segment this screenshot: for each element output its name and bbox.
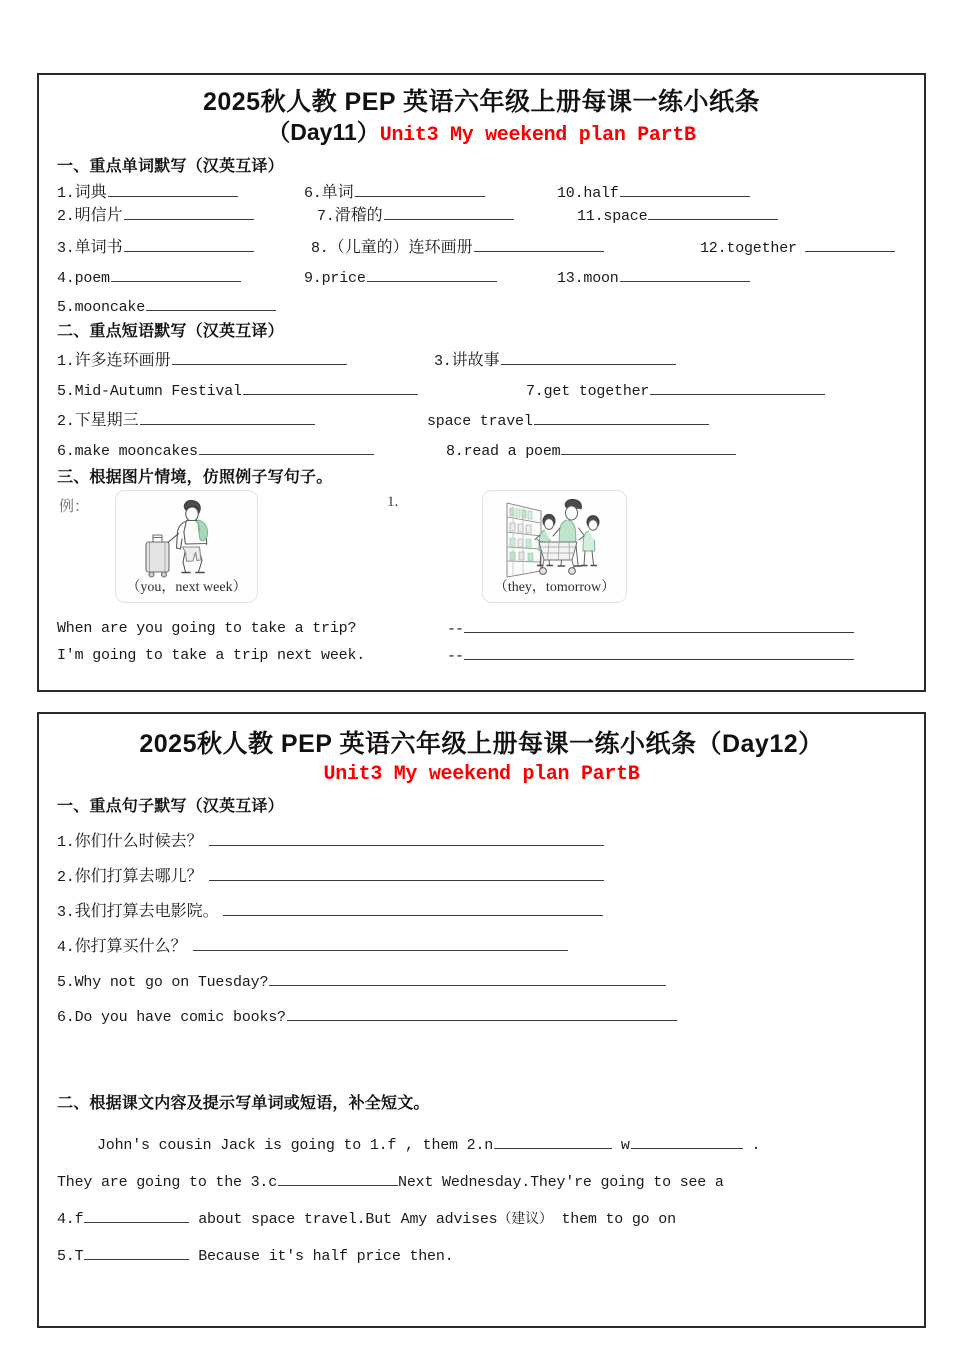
word-num-6: 6. bbox=[304, 185, 322, 202]
phrase-text-1: 许多连环画册 bbox=[74, 352, 171, 369]
model-question-row bbox=[57, 618, 356, 639]
word-num-11: 11. bbox=[577, 208, 604, 225]
phrase-text-5: Mid-Autumn Festival bbox=[74, 383, 242, 400]
sentence-text-2: 你们打算去哪儿？ bbox=[74, 868, 203, 885]
cloze-text-3a: 4.f bbox=[57, 1211, 84, 1228]
cloze-text-1a: John's cousin Jack is going to 1.f , them 2.n bbox=[97, 1137, 494, 1154]
phrase-text-2: 下星期三 bbox=[74, 412, 139, 429]
sheet1-title-block bbox=[39, 88, 924, 147]
phrase-num-7: 7. bbox=[526, 383, 544, 400]
cloze-text-2b: Next Wednesday.They're going to see a bbox=[398, 1174, 724, 1191]
answer-row-2 bbox=[447, 645, 854, 667]
word-text-7: 滑稽的 bbox=[334, 207, 383, 224]
worksheet-card-day11 bbox=[37, 73, 926, 692]
sheet2-subtitle-row bbox=[39, 763, 924, 786]
traveler-with-suitcase-icon bbox=[116, 497, 257, 584]
word-blank-13[interactable] bbox=[620, 267, 750, 282]
word-text-12: together bbox=[726, 240, 797, 257]
word-blank-2[interactable] bbox=[124, 205, 254, 220]
sentence-blank-5[interactable] bbox=[269, 971, 666, 986]
word-blank-7[interactable] bbox=[384, 205, 514, 220]
cloze-gloss-advise: （建议） bbox=[497, 1210, 553, 1226]
word-text-2: 明信片 bbox=[74, 207, 123, 224]
word-blank-3[interactable] bbox=[124, 237, 254, 252]
word-entry-8 bbox=[311, 237, 604, 259]
word-text-1: 词典 bbox=[74, 184, 107, 201]
word-num-8: 8. bbox=[311, 240, 329, 257]
sheet2-title: 2025秋人教 PEP 英语六年级上册每课一练小纸条 bbox=[139, 730, 697, 758]
sheet1-title: 2025秋人教 PEP 英语六年级上册每课一练小纸条 bbox=[202, 88, 761, 116]
cloze-blank-2w[interactable] bbox=[631, 1134, 743, 1149]
word-text-11: space bbox=[603, 208, 648, 225]
cloze-text-3c: them to go on bbox=[552, 1211, 676, 1228]
phrase-blank-1[interactable] bbox=[172, 350, 347, 365]
sentence-entry-2 bbox=[57, 866, 604, 888]
word-entry-2 bbox=[57, 205, 254, 227]
word-entry-3 bbox=[57, 237, 254, 259]
word-num-3: 3. bbox=[57, 240, 75, 257]
word-text-10: half bbox=[583, 185, 619, 202]
phrase-blank-space-travel[interactable] bbox=[534, 410, 709, 425]
word-text-3: 单词书 bbox=[74, 239, 123, 256]
phrase-entry-3 bbox=[434, 350, 676, 372]
cloze-text-3b: about space travel.But Amy advises bbox=[189, 1211, 498, 1228]
cloze-line-2 bbox=[57, 1171, 724, 1193]
word-blank-8[interactable] bbox=[474, 237, 604, 252]
word-entry-5 bbox=[57, 296, 276, 318]
sheet2-title-row bbox=[39, 730, 924, 760]
sentence-entry-3 bbox=[57, 901, 603, 923]
sentence-text-1: 你们什么时候去？ bbox=[74, 833, 203, 850]
sentence-num-3: 3. bbox=[57, 904, 75, 921]
sentence-num-5: 5. bbox=[57, 974, 75, 991]
cloze-blank-5t[interactable] bbox=[84, 1245, 189, 1260]
sentence-blank-6[interactable] bbox=[287, 1006, 677, 1021]
phrase-blank-6[interactable] bbox=[199, 440, 374, 455]
sentence-blank-3[interactable] bbox=[223, 901, 603, 916]
example-label: 例： bbox=[59, 498, 90, 515]
sentence-blank-2[interactable] bbox=[209, 866, 604, 881]
word-entry-9 bbox=[304, 267, 497, 289]
phrase-entry-6 bbox=[57, 440, 374, 462]
word-num-1: 1. bbox=[57, 185, 75, 202]
word-entry-13 bbox=[557, 267, 750, 289]
question-number-label: 1. bbox=[387, 494, 399, 510]
sheet1-section3-heading: 三、根据图片情境，仿照例子写句子。 bbox=[57, 469, 333, 486]
phrase-num-1: 1. bbox=[57, 353, 75, 370]
sheet1-section1-heading: 一、重点单词默写（汉英互译） bbox=[57, 158, 284, 175]
word-num-13: 13. bbox=[557, 270, 584, 287]
phrase-num-6: 6. bbox=[57, 443, 75, 460]
picture-card-example bbox=[115, 490, 258, 603]
worksheet-card-day12 bbox=[37, 712, 926, 1328]
model-answer-text: I'm going to take a trip next week. bbox=[57, 647, 366, 664]
sentence-num-4: 4. bbox=[57, 939, 75, 956]
sheet2-day-tag: （Day12） bbox=[696, 730, 824, 758]
word-blank-1[interactable] bbox=[108, 182, 238, 197]
sentence-text-4: 你打算买什么？ bbox=[74, 938, 187, 955]
word-num-10: 10. bbox=[557, 185, 584, 202]
sentence-text-5: Why not go on Tuesday? bbox=[74, 974, 269, 991]
phrase-text-7: get together bbox=[543, 383, 650, 400]
sentence-num-2: 2. bbox=[57, 869, 75, 886]
phrase-text-space-travel: space travel bbox=[427, 413, 533, 430]
phrase-text-3: 讲故事 bbox=[451, 352, 500, 369]
phrase-num-5: 5. bbox=[57, 383, 75, 400]
phrase-entry-8 bbox=[446, 440, 736, 462]
picture-caption-item-1: （they，tomorrow） bbox=[493, 580, 616, 595]
word-text-13: moon bbox=[583, 270, 619, 287]
phrase-entry-1 bbox=[57, 350, 347, 372]
sheet2-title-block bbox=[39, 730, 924, 786]
sentence-num-6: 6. bbox=[57, 1009, 75, 1026]
word-text-8: （儿童的）连环画册 bbox=[328, 239, 473, 256]
word-num-4: 4. bbox=[57, 270, 75, 287]
sentence-text-6: Do you have comic books? bbox=[74, 1009, 286, 1026]
word-text-9: price bbox=[321, 270, 366, 287]
word-entry-10 bbox=[557, 182, 750, 204]
phrase-entry-space-travel bbox=[427, 410, 709, 432]
word-text-4: poem bbox=[74, 270, 110, 287]
sentence-entry-4 bbox=[57, 936, 568, 958]
cloze-text-4a: 5.T bbox=[57, 1248, 84, 1265]
sheet2-section1-heading: 一、重点句子默写（汉英互译） bbox=[57, 798, 284, 815]
picture-caption-example: （you，next week） bbox=[126, 580, 247, 595]
cloze-blank-2n[interactable] bbox=[494, 1134, 612, 1149]
model-question-text: When are you going to take a trip? bbox=[57, 620, 357, 637]
cloze-line-1 bbox=[97, 1134, 760, 1156]
word-text-6: 单词 bbox=[321, 184, 354, 201]
word-entry-7 bbox=[317, 205, 514, 227]
sentence-entry-5 bbox=[57, 971, 666, 993]
sentence-entry-1 bbox=[57, 831, 604, 853]
sentence-num-1: 1. bbox=[57, 834, 75, 851]
phrase-blank-2[interactable] bbox=[140, 410, 315, 425]
cloze-blank-3c[interactable] bbox=[278, 1171, 398, 1186]
word-entry-1 bbox=[57, 182, 238, 204]
cloze-line-3 bbox=[57, 1208, 676, 1230]
sentence-text-3: 我们打算去电影院。 bbox=[74, 903, 219, 920]
word-num-9: 9. bbox=[304, 270, 322, 287]
sheet1-section2-heading: 二、重点短语默写（汉英互译） bbox=[57, 323, 284, 340]
cloze-text-1c: . bbox=[742, 1137, 761, 1154]
sentence-entry-6 bbox=[57, 1006, 677, 1028]
answer-blank-2[interactable] bbox=[464, 645, 854, 660]
cloze-text-1b: w bbox=[612, 1137, 630, 1154]
phrase-blank-3[interactable] bbox=[501, 350, 676, 365]
sheet1-day-tag: （Day11） bbox=[267, 118, 380, 145]
cloze-text-4b: Because it's half price then. bbox=[189, 1248, 454, 1265]
word-blank-5[interactable] bbox=[146, 296, 276, 311]
answer-blank-1[interactable] bbox=[464, 618, 854, 633]
sentence-blank-1[interactable] bbox=[209, 831, 604, 846]
word-blank-6[interactable] bbox=[355, 182, 485, 197]
phrase-entry-2 bbox=[57, 410, 315, 432]
word-num-5: 5. bbox=[57, 299, 75, 316]
phrase-entry-5 bbox=[57, 380, 418, 402]
cloze-blank-4f[interactable] bbox=[84, 1208, 189, 1223]
phrase-num-2: 2. bbox=[57, 413, 75, 430]
word-num-12: 12. bbox=[700, 240, 727, 257]
word-entry-11 bbox=[577, 205, 778, 227]
word-num-2: 2. bbox=[57, 208, 75, 225]
answer-dash-1: -- bbox=[447, 621, 464, 638]
answer-dash-2: -- bbox=[447, 648, 464, 665]
model-answer-row bbox=[57, 645, 365, 666]
sentence-blank-4[interactable] bbox=[193, 936, 568, 951]
sheet2-unit-label: Unit3 My weekend plan PartB bbox=[323, 762, 640, 786]
word-entry-6 bbox=[304, 182, 485, 204]
word-blank-12[interactable] bbox=[805, 237, 895, 252]
word-text-5: mooncake bbox=[74, 299, 146, 316]
picture-card-item-1 bbox=[482, 490, 627, 603]
word-num-7: 7. bbox=[317, 208, 335, 225]
word-entry-4 bbox=[57, 267, 241, 289]
phrase-blank-5[interactable] bbox=[243, 380, 418, 395]
phrase-num-3: 3. bbox=[434, 353, 452, 370]
word-blank-9[interactable] bbox=[367, 267, 497, 282]
word-blank-10[interactable] bbox=[620, 182, 750, 197]
word-entry-12 bbox=[700, 237, 895, 259]
sheet1-unit-label: Unit3 My weekend plan PartB bbox=[379, 123, 696, 147]
sheet2-section2-heading: 二、根据课文内容及提示写单词或短语，补全短文。 bbox=[57, 1095, 430, 1112]
phrase-blank-8[interactable] bbox=[561, 440, 736, 455]
word-blank-4[interactable] bbox=[111, 267, 241, 282]
phrase-num-8: 8. bbox=[446, 443, 464, 460]
family-with-shopping-cart-icon bbox=[483, 497, 626, 584]
sheet1-subtitle-row bbox=[39, 119, 924, 147]
cloze-line-4 bbox=[57, 1245, 453, 1267]
phrase-entry-7 bbox=[526, 380, 825, 402]
word-blank-11[interactable] bbox=[648, 205, 778, 220]
answer-row-1 bbox=[447, 618, 854, 640]
phrase-text-8: read a poem bbox=[463, 443, 561, 460]
phrase-blank-7[interactable] bbox=[650, 380, 825, 395]
cloze-text-2a: They are going to the 3.c bbox=[57, 1174, 278, 1191]
phrase-text-6: make mooncakes bbox=[74, 443, 198, 460]
